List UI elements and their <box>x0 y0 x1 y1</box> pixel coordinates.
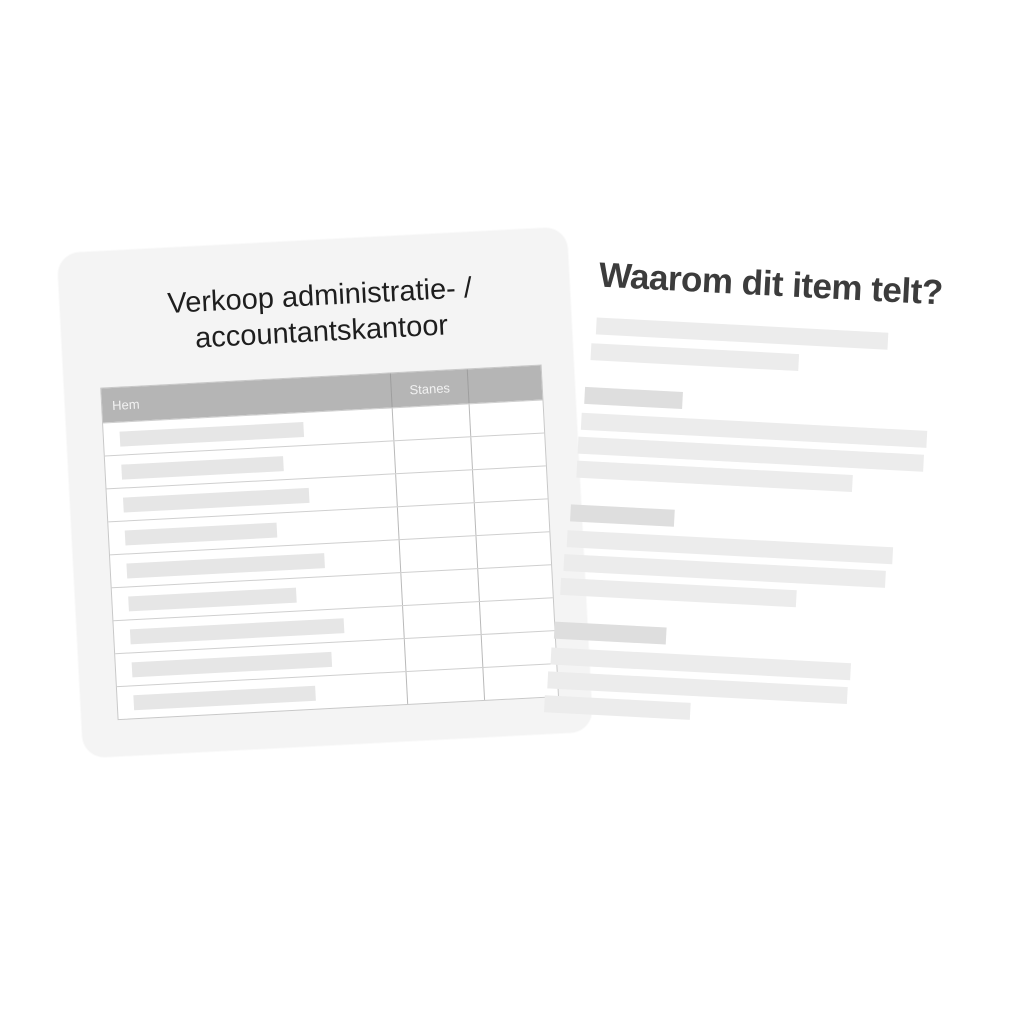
text-placeholder <box>128 588 297 612</box>
checklist-title <box>119 268 522 361</box>
status-cell[interactable] <box>400 536 479 572</box>
checklist-title-line-1: Verkoop administratie- / <box>166 272 473 320</box>
text-placeholder <box>121 456 284 479</box>
status-cell[interactable] <box>398 503 477 539</box>
subheading-placeholder <box>554 622 667 645</box>
text-placeholder <box>125 523 278 546</box>
subheading-placeholder <box>570 504 675 526</box>
status-cell[interactable] <box>401 569 480 605</box>
text-placeholder <box>126 553 325 578</box>
extra-cell[interactable] <box>475 499 550 535</box>
explanation-title: Waarom dit item telt? <box>597 255 944 313</box>
column-header-item: Hem <box>101 373 392 422</box>
checklist-card <box>57 227 593 758</box>
text-placeholder <box>120 422 305 447</box>
extra-cell[interactable] <box>471 433 546 469</box>
extra-cell[interactable] <box>482 631 557 667</box>
status-cell[interactable] <box>393 404 472 440</box>
extra-cell[interactable] <box>478 565 553 601</box>
text-placeholder <box>590 343 799 371</box>
text-placeholder <box>132 652 333 677</box>
text-placeholder <box>560 578 797 607</box>
text-placeholder <box>130 618 344 644</box>
status-cell[interactable] <box>403 602 482 638</box>
text-placeholder <box>544 695 691 720</box>
extra-cell[interactable] <box>470 400 545 436</box>
extra-cell[interactable] <box>476 532 551 568</box>
checklist-table <box>100 364 559 720</box>
subheading-placeholder <box>584 387 683 409</box>
checklist-title-line-2: accountantskantoor <box>194 309 449 355</box>
status-cell[interactable] <box>405 635 484 671</box>
status-cell[interactable] <box>407 668 486 704</box>
status-cell[interactable] <box>394 437 473 473</box>
extra-cell[interactable] <box>473 466 548 502</box>
text-placeholder <box>123 488 310 513</box>
extra-cell[interactable] <box>480 598 555 634</box>
text-placeholder <box>133 686 316 711</box>
column-header-extra <box>468 366 543 404</box>
status-cell[interactable] <box>396 470 475 506</box>
explanation-panel <box>565 255 944 752</box>
column-header-status: Stanes <box>391 369 470 407</box>
